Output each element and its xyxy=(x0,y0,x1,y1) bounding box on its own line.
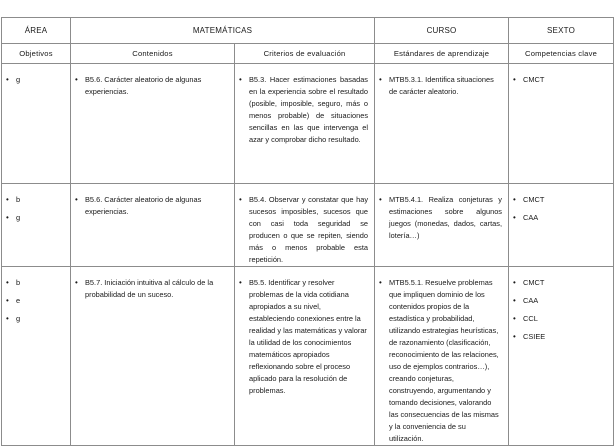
objetivo-item: • b xyxy=(16,194,64,206)
competencias-list xyxy=(509,184,613,224)
col-header-estandares: Estándares de aprendizaje xyxy=(375,44,509,64)
competencia-item: • CAA xyxy=(523,295,607,307)
contenido-list xyxy=(71,267,234,301)
competencias-list xyxy=(509,64,613,86)
objetivos-list xyxy=(2,267,70,325)
table-row xyxy=(2,267,614,446)
objetivos-list xyxy=(2,64,70,86)
col-header-objetivos: Objetivos xyxy=(2,44,71,64)
objetivos-cell xyxy=(2,64,71,184)
area-label: ÁREA xyxy=(2,18,71,44)
estandar-cell xyxy=(375,184,509,267)
col-header-competencias: Competencias clave xyxy=(509,44,614,64)
competencia-item: • CMCT xyxy=(523,277,607,289)
criterio-item: • B5.3. Hacer estimaciones basadas en la experiencia sobre el resultado (posible, imposible, seguro, más o menos probable) de situaciones sencillas en las que intervenga el azar y comprobar dicho resultado. xyxy=(249,74,368,146)
contenido-list xyxy=(71,184,234,218)
table-row xyxy=(2,64,614,184)
estandar-cell xyxy=(375,267,509,446)
criterio-list xyxy=(235,64,374,146)
objetivo-item: • g xyxy=(16,313,64,325)
objetivos-list xyxy=(2,184,70,224)
subject-title: MATEMÁTICAS xyxy=(71,18,375,44)
table-row xyxy=(2,184,614,267)
contenido-cell xyxy=(71,64,235,184)
objetivos-cell xyxy=(2,267,71,446)
column-header-row xyxy=(2,44,614,64)
course-label: CURSO xyxy=(375,18,509,44)
curriculum-table xyxy=(1,17,614,446)
competencia-item: • CAA xyxy=(523,212,607,224)
estandar-list xyxy=(375,64,508,98)
competencias-cell xyxy=(509,64,614,184)
contenido-cell xyxy=(71,184,235,267)
competencias-cell xyxy=(509,267,614,446)
course-value: SEXTO xyxy=(509,18,614,44)
estandar-item: • MTB5.5.1. Resuelve problemas que impliquen dominio de los contenidos propios de la estadística y probabilidad, utilizando estrategias heurísticas, de razonamiento (clasificación, reconocimiento de las relaciones, uso de ejemplos contrarios…), creando conjeturas, construyendo, argumentando y tomando decisiones, valorando las consecuencias de las mismas y la conveniencia de su utilización. xyxy=(389,277,502,445)
contenido-item: • B5.6. Carácter aleatorio de algunas experiencias. xyxy=(85,74,228,98)
contenido-item: • B5.6. Carácter aleatorio de algunas experiencias. xyxy=(85,194,228,218)
contenido-list xyxy=(71,64,234,98)
criterio-cell xyxy=(235,184,375,267)
estandar-item: • MTB5.3.1. Identifica situaciones de carácter aleatorio. xyxy=(389,74,502,98)
competencias-list xyxy=(509,267,613,343)
objetivo-item: • g xyxy=(16,74,64,86)
objetivos-cell xyxy=(2,184,71,267)
estandar-item: • MTB5.4.1. Realiza conjeturas y estimaciones sobre algunos juegos (monedas, dados, cartas, lotería…) xyxy=(389,194,502,242)
objetivo-item: • e xyxy=(16,295,64,307)
criterio-cell xyxy=(235,267,375,446)
competencia-item: • CMCT xyxy=(523,74,607,86)
contenido-cell xyxy=(71,267,235,446)
criterio-list xyxy=(235,184,374,266)
estandar-list xyxy=(375,267,508,445)
header-row xyxy=(2,18,614,44)
competencias-cell xyxy=(509,184,614,267)
criterio-cell xyxy=(235,64,375,184)
criterio-item: • B5.5. Identificar y resolver problemas de la vida cotidiana apropiados a su nivel, estableciendo conexiones entre la realidad y las matemáticas y valorar la utilidad de los conocimientos matemáticos apropiados reflexionando sobre el proceso aplicado para la resolución de problemas. xyxy=(249,277,368,397)
competencia-item: • CCL xyxy=(523,313,607,325)
competencia-item: • CMCT xyxy=(523,194,607,206)
col-header-criterios: Criterios de evaluación xyxy=(235,44,375,64)
contenido-item: • B5.7. Iniciación intuitiva al cálculo de la probabilidad de un suceso. xyxy=(85,277,228,301)
objetivo-item: • g xyxy=(16,212,64,224)
objetivo-item: • b xyxy=(16,277,64,289)
col-header-contenidos: Contenidos xyxy=(71,44,235,64)
criterio-list xyxy=(235,267,374,397)
competencia-item: • CSIEE xyxy=(523,331,607,343)
criterio-item: • B5.4. Observar y constatar que hay sucesos imposibles, sucesos que con casi toda seguridad se producen o que se repiten, siendo más o menos probable esta repetición. xyxy=(249,194,368,266)
estandar-list xyxy=(375,184,508,242)
estandar-cell xyxy=(375,64,509,184)
